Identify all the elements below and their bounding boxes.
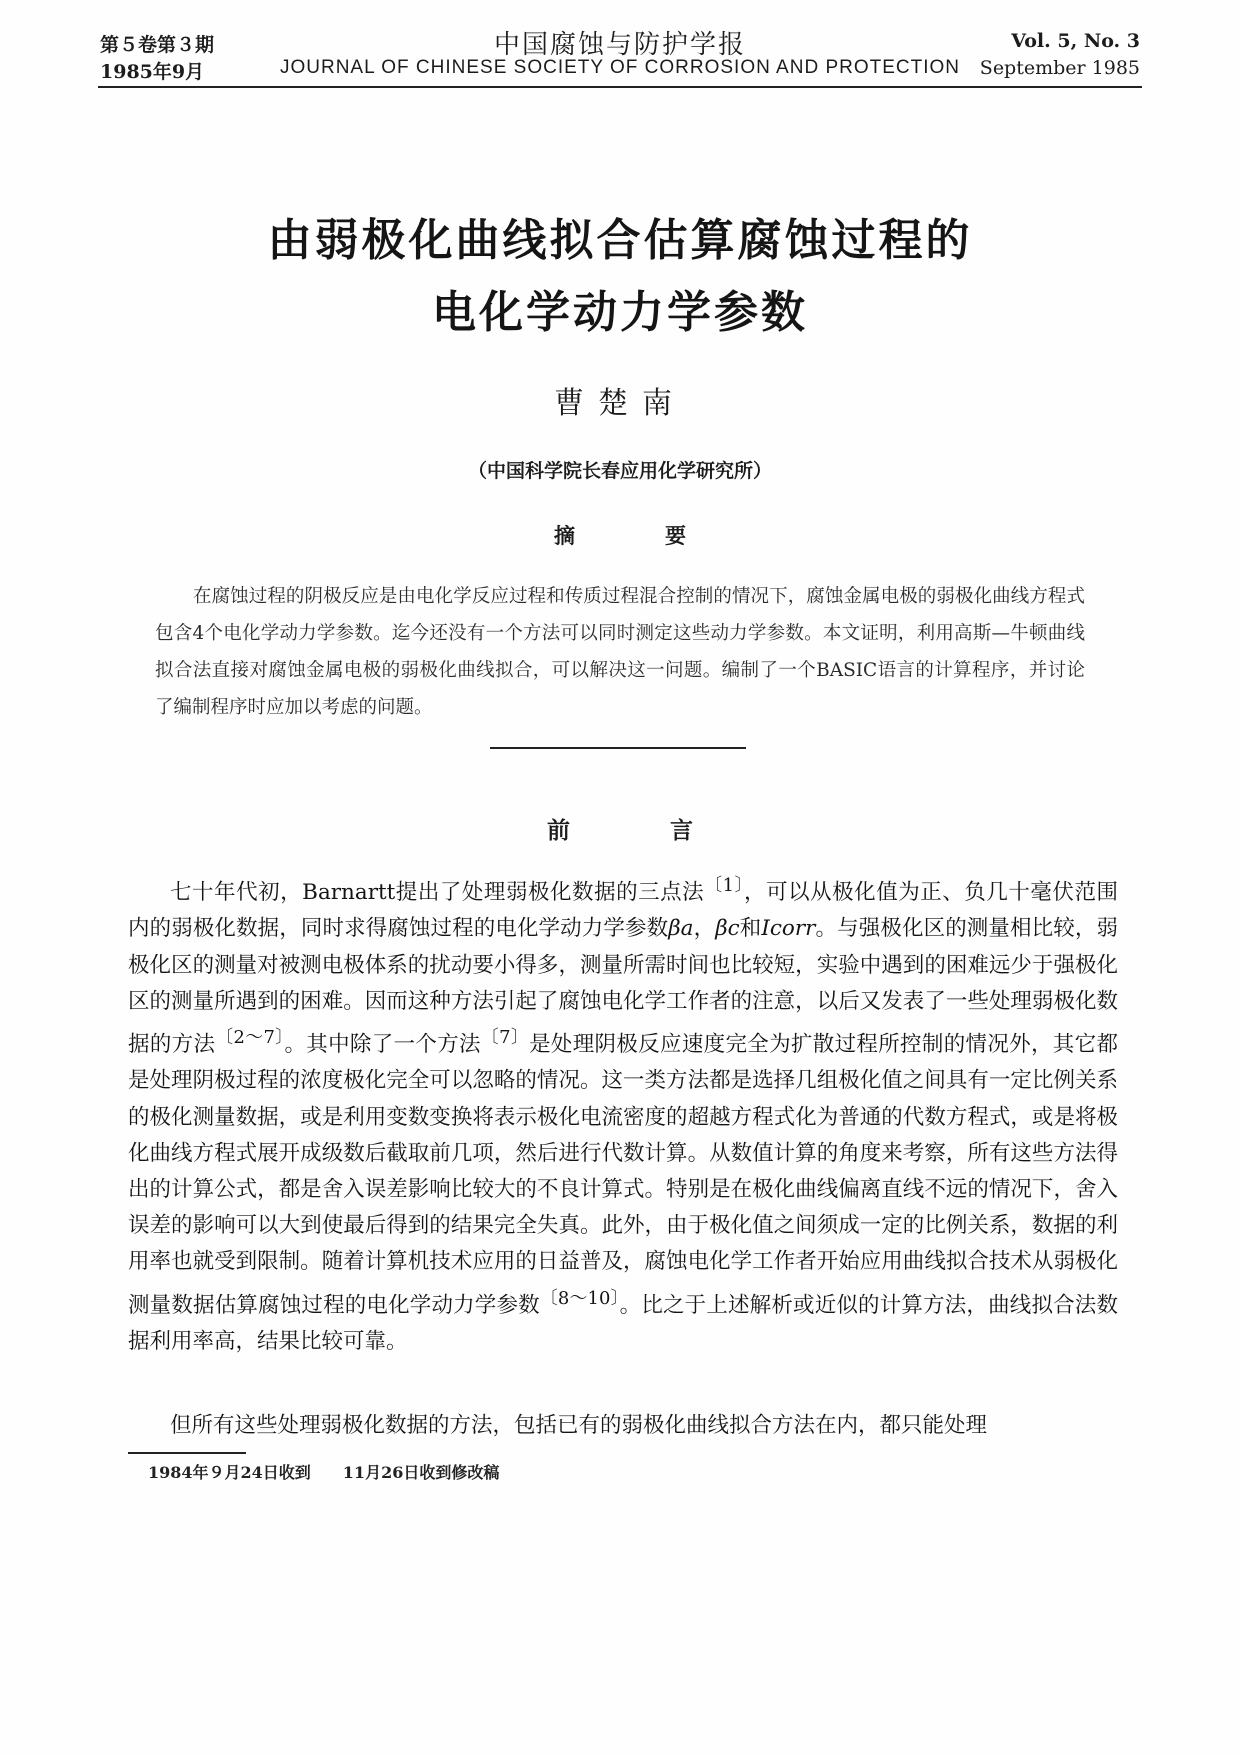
author-name: 曹楚南 [554,386,686,421]
abstract-heading: 摘要 [554,524,776,548]
author-affiliation: （中国科学院长春应用化学研究所） [467,460,772,482]
abstract-text: 在腐蚀过程的阴极反应是由电化学反应过程和传质过程混合控制的情况下，腐蚀金属电极的弱极化曲线方程式包含4个电化学动力学参数。迄今还没有一个方法可以同时测定这些动力学参数。本文证明，利用高斯—牛顿曲线拟合法直接对腐蚀金属电极的弱极化曲线拟合，可以解决这一问题。编制了一个BASIC语言的计算程序，并讨论了编制程序时应加以考虑的问题。 [155,586,1085,718]
publication-date-en: September 1985 [979,57,1140,79]
icorr-symbol: Icorr [761,916,816,942]
citation-1: 〔1〕 [704,875,745,896]
introduction-paragraph-2: 但所有这些处理弱极化数据的方法，包括已有的弱极化曲线拟合方法在内，都只能处理 [170,1413,988,1438]
intro-text-c: 。与强极化区的测量相比较，弱极化区的测量对被测电极体系的扰动要小得多，测量所需时间也比较短，实验中遇到的困难远少于强极化区的测量所遇到的困难。因而这种方法引起了腐蚀电化学工作者的注意，以后又发表了一些处理弱极化数据的方法 [128,916,1118,1058]
title-line-2: 电化学动力学参数 [432,287,808,338]
publication-date-cn: 1985年9月 [100,61,205,83]
introduction-paragraph-1 [128,868,1118,1360]
journal-name-cn: 中国腐蚀与防护学报 [493,30,746,60]
title-line-1: 由弱极化曲线拟合估算腐蚀过程的 [267,215,973,266]
introduction-heading: 前言 [547,818,793,844]
citation-8-10: 〔8～10〕 [539,1287,620,1309]
intro-text-b: ，可以从极化值为正、负几十毫伏范围内的弱极化数据，同时求得腐蚀过程的电化学动力学参数 [128,880,1118,942]
running-header-bottom [100,57,1140,81]
intro-text-a: 七十年代初，Barnartt提出了处理弱极化数据的三点法 [170,880,705,906]
section-divider [490,747,746,749]
journal-name-en: JOURNAL OF CHINESE SOCIETY OF CORROSION AND PROTECTION [279,57,961,78]
issue-label: 第５卷第３期 [100,34,215,56]
header-rule [98,86,1142,88]
received-date-footnote: 1984年９月24日收到 11月26日收到修改稿 [148,1463,500,1482]
beta-a-symbol: βa [668,916,694,942]
symbol-separator: ， [693,916,716,942]
citation-7: 〔7〕 [480,1026,530,1048]
article-title [120,205,1120,349]
intro-text-e: 是处理阴极反应速度完全为扩散过程所控制的情况外，其它都是处理阴极过程的浓度极化完全可以忽略的情况。这一类方法都是选择几组极化值之间具有一定比例关系的极化测量数据，或是利用变数变换将表示极化电流密度的超越方程式化为普通的代数方程式，或是将极化曲线方程式展开成级数后截取前几项，然后进行代数计算。从数值计算的角度来考察，所有这些方法得出的计算公式，都是舍入误差影响比较大的不良计算式。特别是在极化曲线偏离直线不远的情况下，舍入误差的影响可以大到使最后得到的结果完全失真。此外，由于极化值之间须成一定的比例关系，数据的利用率也就受到限制。随着计算机技术应用的日益普及，腐蚀电化学工作者开始应用曲线拟合技术从弱极化测量数据估算腐蚀过程的电化学动力学参数 [128,1032,1118,1318]
running-header-top [100,30,1140,60]
volume-number: Vol. 5, No. 3 [1011,30,1140,52]
beta-c-symbol: βc [715,916,740,942]
conjunction-and: 和 [739,916,762,942]
intro-text-d: 。其中除了一个方法 [284,1032,481,1058]
footnote-rule [128,1452,246,1454]
intro-text-f: 。比之于上述解析或近似的计算方法，曲线拟合法数据利用率高，结果比较可靠。 [128,1292,1118,1354]
citation-2-7: 〔2～7〕 [215,1026,285,1048]
